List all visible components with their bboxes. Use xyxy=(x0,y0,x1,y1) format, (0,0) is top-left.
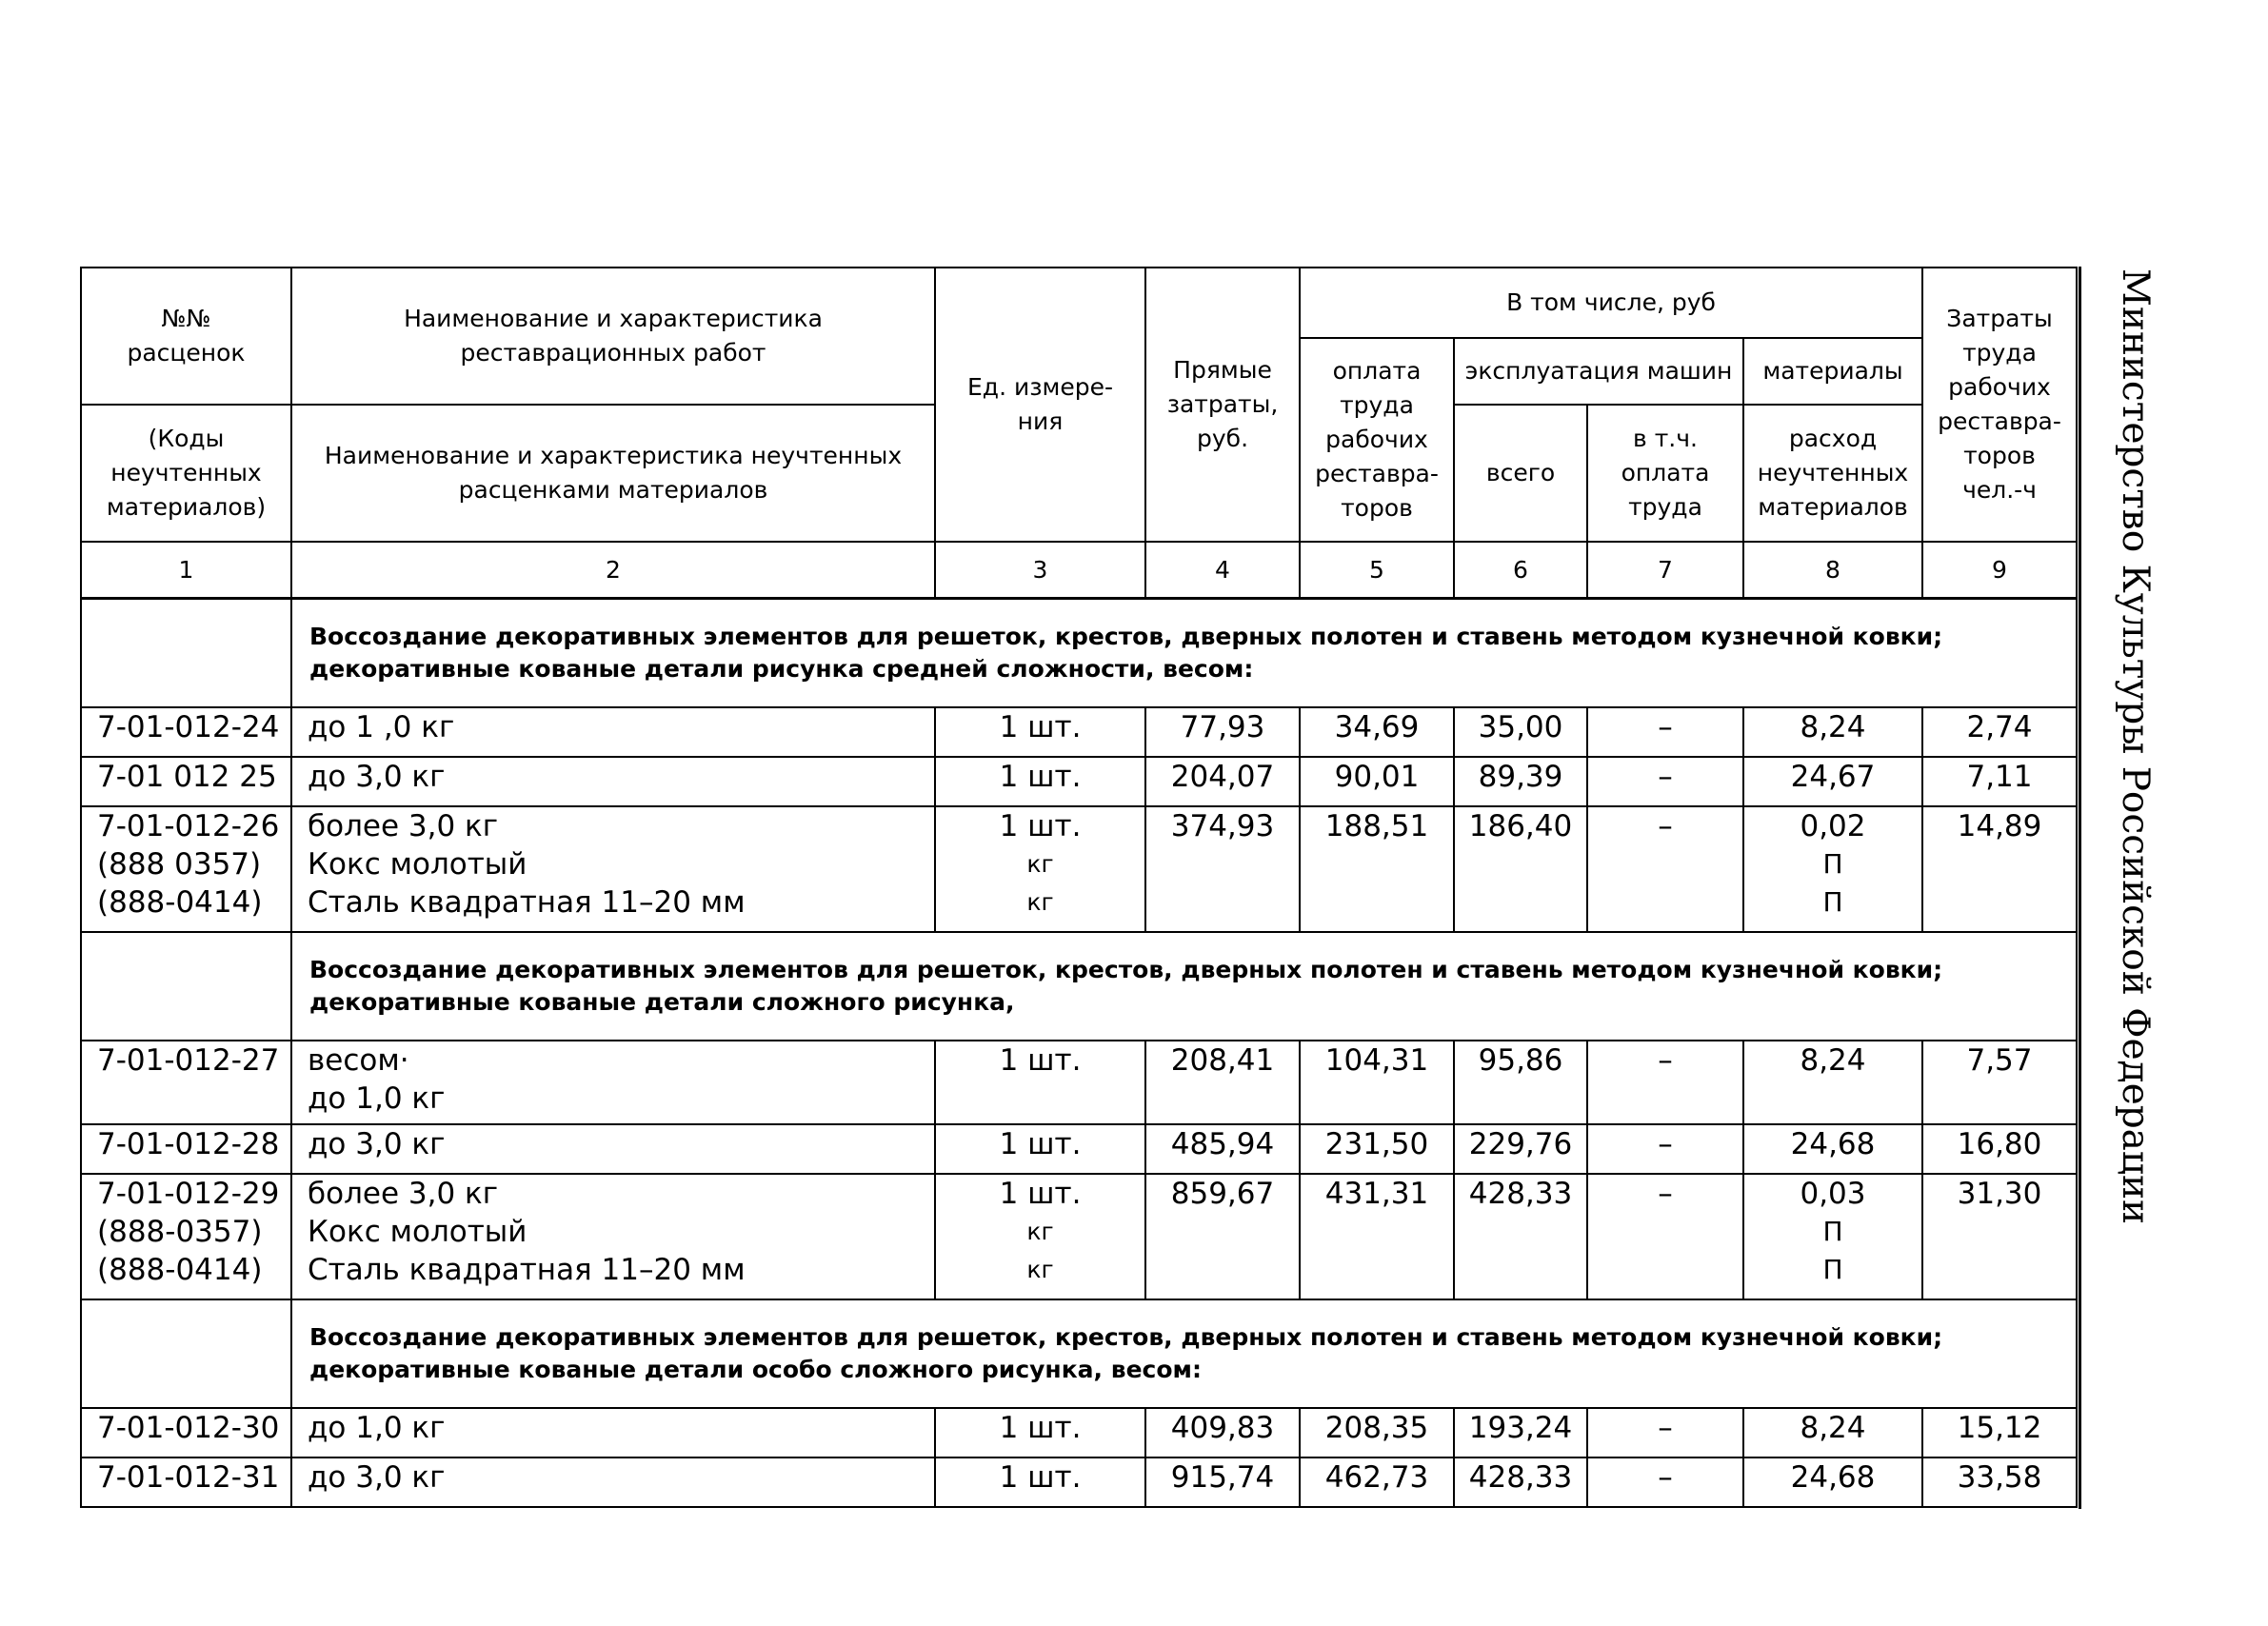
section-title-line: Воссоздание декоративных элементов для решеток, крестов, дверных полотен и ставень методом кузнечной ковки; xyxy=(309,622,1943,650)
materials-cell-line: П xyxy=(1822,885,1843,918)
unit-cell-line: кг xyxy=(1026,849,1054,878)
rate-code-line: 7-01 012 25 xyxy=(97,759,277,794)
machines-labor-cell: – xyxy=(1587,757,1743,806)
direct-costs-cell: 485,94 xyxy=(1145,1124,1300,1174)
materials-cell-line: 24,68 xyxy=(1790,1126,1876,1161)
header-machines: эксплуатация машин xyxy=(1454,338,1743,405)
rate-code xyxy=(81,1124,291,1174)
column-number: 5 xyxy=(1300,542,1454,599)
section-code-cell xyxy=(81,932,291,1041)
labor-hours-cell: 31,30 xyxy=(1922,1174,2077,1299)
restorer-pay-cell: 34,69 xyxy=(1300,707,1454,757)
ministry-side-title: Министерство Культуры Российской Федерации xyxy=(2114,268,2157,1225)
machines-labor-cell: – xyxy=(1587,1408,1743,1457)
unit-cell-line: 1 шт. xyxy=(999,808,1082,843)
materials-cell-line: П xyxy=(1822,1253,1843,1285)
rate-code-line: 7-01-012-24 xyxy=(97,709,280,744)
rate-code xyxy=(81,707,291,757)
section-row xyxy=(81,599,2077,707)
machines-labor-cell: – xyxy=(1587,707,1743,757)
column-number: 9 xyxy=(1922,542,2077,599)
rate-code-line: 7-01-012-26 xyxy=(97,808,280,843)
work-name xyxy=(291,1174,935,1299)
direct-costs-cell: 77,93 xyxy=(1145,707,1300,757)
machines-total-cell: 428,33 xyxy=(1454,1457,1587,1507)
table-row xyxy=(81,1174,2077,1299)
unit-cell-line: кг xyxy=(1026,1255,1054,1283)
section-title-line: Воссоздание декоративных элементов для решеток, крестов, дверных полотен и ставень методом кузнечной ковки; xyxy=(309,955,1943,983)
section-row xyxy=(81,932,2077,1041)
unit-cell xyxy=(935,1124,1145,1174)
header-material-codes: (Коды неучтенных материалов) xyxy=(81,405,291,542)
machines-total-cell: 229,76 xyxy=(1454,1124,1587,1174)
restorer-pay-cell: 188,51 xyxy=(1300,806,1454,932)
rate-code-line: 7-01-012-31 xyxy=(97,1459,280,1495)
machines-total-cell: 89,39 xyxy=(1454,757,1587,806)
section-title-line: декоративные кованые детали рисунка средней сложности, весом: xyxy=(309,654,1254,683)
column-number: 7 xyxy=(1587,542,1743,599)
unit-cell xyxy=(935,1174,1145,1299)
column-number: 4 xyxy=(1145,542,1300,599)
column-number: 3 xyxy=(935,542,1145,599)
work-name-line: до 1,0 кг xyxy=(308,1081,446,1116)
direct-costs-cell: 204,07 xyxy=(1145,757,1300,806)
restorer-pay-cell: 231,50 xyxy=(1300,1124,1454,1174)
direct-costs-cell: 208,41 xyxy=(1145,1041,1300,1124)
rate-code-line: (888-0414) xyxy=(97,1252,263,1287)
header-unit: Ед. измере- ния xyxy=(935,268,1145,542)
materials-cell-line: 8,24 xyxy=(1800,709,1866,744)
column-number: 6 xyxy=(1454,542,1587,599)
materials-cell-line: П xyxy=(1822,1215,1843,1247)
direct-costs-cell: 409,83 xyxy=(1145,1408,1300,1457)
work-name xyxy=(291,707,935,757)
section-title xyxy=(291,599,2077,707)
materials-cell-line: 8,24 xyxy=(1800,1042,1866,1078)
table-header xyxy=(81,268,2077,542)
section-code-cell xyxy=(81,599,291,707)
section-title-line: Воссоздание декоративных элементов для решеток, крестов, дверных полотен и ставень методом кузнечной ковки; xyxy=(309,1322,1943,1351)
unit-cell xyxy=(935,1457,1145,1507)
header-machines-total: всего xyxy=(1454,405,1587,542)
header-restorer-pay: оплата труда рабочих реставра- торов xyxy=(1300,338,1454,542)
work-name xyxy=(291,1408,935,1457)
materials-cell xyxy=(1743,1041,1922,1124)
labor-hours-cell: 16,80 xyxy=(1922,1124,2077,1174)
materials-cell xyxy=(1743,1174,1922,1299)
column-number: 2 xyxy=(291,542,935,599)
unit-cell-line: 1 шт. xyxy=(999,1042,1082,1078)
rate-code-line: 7-01-012-28 xyxy=(97,1126,280,1161)
unit-cell-line: 1 шт. xyxy=(999,1459,1082,1495)
labor-hours-cell: 7,11 xyxy=(1922,757,2077,806)
work-name-line: до 3,0 кг xyxy=(308,1126,446,1161)
work-name xyxy=(291,757,935,806)
restorer-pay-cell: 431,31 xyxy=(1300,1174,1454,1299)
work-name-line: до 1 ,0 кг xyxy=(308,709,455,744)
materials-cell xyxy=(1743,707,1922,757)
table-row xyxy=(81,1041,2077,1124)
rate-code xyxy=(81,1408,291,1457)
unit-cell xyxy=(935,1041,1145,1124)
materials-cell xyxy=(1743,1457,1922,1507)
side-rule xyxy=(2079,267,2081,1509)
materials-cell xyxy=(1743,1408,1922,1457)
machines-labor-cell: – xyxy=(1587,1174,1743,1299)
section-code-cell xyxy=(81,1299,291,1408)
work-name-line: до 3,0 кг xyxy=(308,1459,446,1495)
machines-labor-cell: – xyxy=(1587,1124,1743,1174)
materials-cell-line: 0,02 xyxy=(1800,808,1866,843)
rate-code xyxy=(81,757,291,806)
rate-code-line: (888-0414) xyxy=(97,884,263,920)
section-title-line: декоративные кованые детали особо сложного рисунка, весом: xyxy=(309,1355,1202,1383)
header-rate-number: №№ расценок xyxy=(81,268,291,405)
unit-cell-line: кг xyxy=(1026,887,1054,916)
rates-table xyxy=(80,267,2078,1508)
unit-cell xyxy=(935,707,1145,757)
work-name-line: более 3,0 кг xyxy=(308,1176,499,1211)
materials-cell xyxy=(1743,1124,1922,1174)
machines-total-cell: 428,33 xyxy=(1454,1174,1587,1299)
rate-code xyxy=(81,1174,291,1299)
work-name-line: весом· xyxy=(308,1042,409,1078)
rate-code-line: (888-0357) xyxy=(97,1214,263,1249)
work-name-line: Сталь квадратная 11–20 мм xyxy=(308,1252,746,1287)
rate-code xyxy=(81,806,291,932)
unit-cell xyxy=(935,757,1145,806)
work-name-line: до 3,0 кг xyxy=(308,759,446,794)
table-row xyxy=(81,707,2077,757)
labor-hours-cell: 33,58 xyxy=(1922,1457,2077,1507)
header-labor-hours: Затраты труда рабочих реставра- торов чел.-ч xyxy=(1922,268,2077,542)
header-work-name: Наименование и характеристика реставрационных работ xyxy=(291,268,935,405)
table-row xyxy=(81,757,2077,806)
header-direct-costs: Прямые затраты, руб. xyxy=(1145,268,1300,542)
header-material-name: Наименование и характеристика неучтенных расценками материалов xyxy=(291,405,935,542)
rate-code xyxy=(81,1041,291,1124)
labor-hours-cell: 7,57 xyxy=(1922,1041,2077,1124)
restorer-pay-cell: 90,01 xyxy=(1300,757,1454,806)
table-row xyxy=(81,1408,2077,1457)
unit-cell-line: 1 шт. xyxy=(999,759,1082,794)
rate-code xyxy=(81,1457,291,1507)
work-name-line: до 1,0 кг xyxy=(308,1410,446,1445)
machines-total-cell: 193,24 xyxy=(1454,1408,1587,1457)
unit-cell xyxy=(935,1408,1145,1457)
rate-code-line: 7-01-012-29 xyxy=(97,1176,280,1211)
labor-hours-cell: 15,12 xyxy=(1922,1408,2077,1457)
materials-cell-line: 0,03 xyxy=(1800,1176,1866,1211)
unit-cell-line: 1 шт. xyxy=(999,1126,1082,1161)
materials-cell xyxy=(1743,806,1922,932)
section-title-line: декоративные кованые детали сложного рисунка, xyxy=(309,987,1015,1016)
unit-cell-line: 1 шт. xyxy=(999,709,1082,744)
unit-cell-line: 1 шт. xyxy=(999,1410,1082,1445)
machines-total-cell: 95,86 xyxy=(1454,1041,1587,1124)
header-unaccounted-materials: расход неучтенных материалов xyxy=(1743,405,1922,542)
unit-cell-line: 1 шт. xyxy=(999,1176,1082,1211)
rate-code-line: 7-01-012-27 xyxy=(97,1042,280,1078)
work-name xyxy=(291,806,935,932)
work-name xyxy=(291,1124,935,1174)
restorer-pay-cell: 208,35 xyxy=(1300,1408,1454,1457)
work-name-line: Кокс молотый xyxy=(308,1214,527,1249)
column-numbers xyxy=(81,542,2077,599)
unit-cell-line: кг xyxy=(1026,1217,1054,1245)
work-name xyxy=(291,1457,935,1507)
section-row xyxy=(81,1299,2077,1408)
materials-cell-line: 8,24 xyxy=(1800,1410,1866,1445)
machines-total-cell: 186,40 xyxy=(1454,806,1587,932)
machines-total-cell: 35,00 xyxy=(1454,707,1587,757)
direct-costs-cell: 374,93 xyxy=(1145,806,1300,932)
work-name xyxy=(291,1041,935,1124)
column-number: 1 xyxy=(81,542,291,599)
work-name-line: более 3,0 кг xyxy=(308,808,499,843)
header-including: В том числе, руб xyxy=(1300,268,1922,338)
header-materials: материалы xyxy=(1743,338,1922,405)
work-name-line: Сталь квадратная 11–20 мм xyxy=(308,884,746,920)
direct-costs-cell: 859,67 xyxy=(1145,1174,1300,1299)
section-title xyxy=(291,932,2077,1041)
labor-hours-cell: 14,89 xyxy=(1922,806,2077,932)
column-number: 8 xyxy=(1743,542,1922,599)
labor-hours-cell: 2,74 xyxy=(1922,707,2077,757)
table-row xyxy=(81,1457,2077,1507)
work-name-line: Кокс молотый xyxy=(308,846,527,882)
table-row xyxy=(81,1124,2077,1174)
table-row xyxy=(81,806,2077,932)
machines-labor-cell: – xyxy=(1587,806,1743,932)
header-machines-labor: в т.ч. оплата труда xyxy=(1587,405,1743,542)
materials-cell xyxy=(1743,757,1922,806)
restorer-pay-cell: 462,73 xyxy=(1300,1457,1454,1507)
machines-labor-cell: – xyxy=(1587,1041,1743,1124)
section-title xyxy=(291,1299,2077,1408)
restorer-pay-cell: 104,31 xyxy=(1300,1041,1454,1124)
materials-cell-line: 24,67 xyxy=(1790,759,1876,794)
unit-cell xyxy=(935,806,1145,932)
table-body xyxy=(81,599,2077,1507)
rate-code-line: (888 0357) xyxy=(97,846,262,882)
rate-code-line: 7-01-012-30 xyxy=(97,1410,280,1445)
materials-cell-line: 24,68 xyxy=(1790,1459,1876,1495)
machines-labor-cell: – xyxy=(1587,1457,1743,1507)
direct-costs-cell: 915,74 xyxy=(1145,1457,1300,1507)
materials-cell-line: П xyxy=(1822,847,1843,880)
